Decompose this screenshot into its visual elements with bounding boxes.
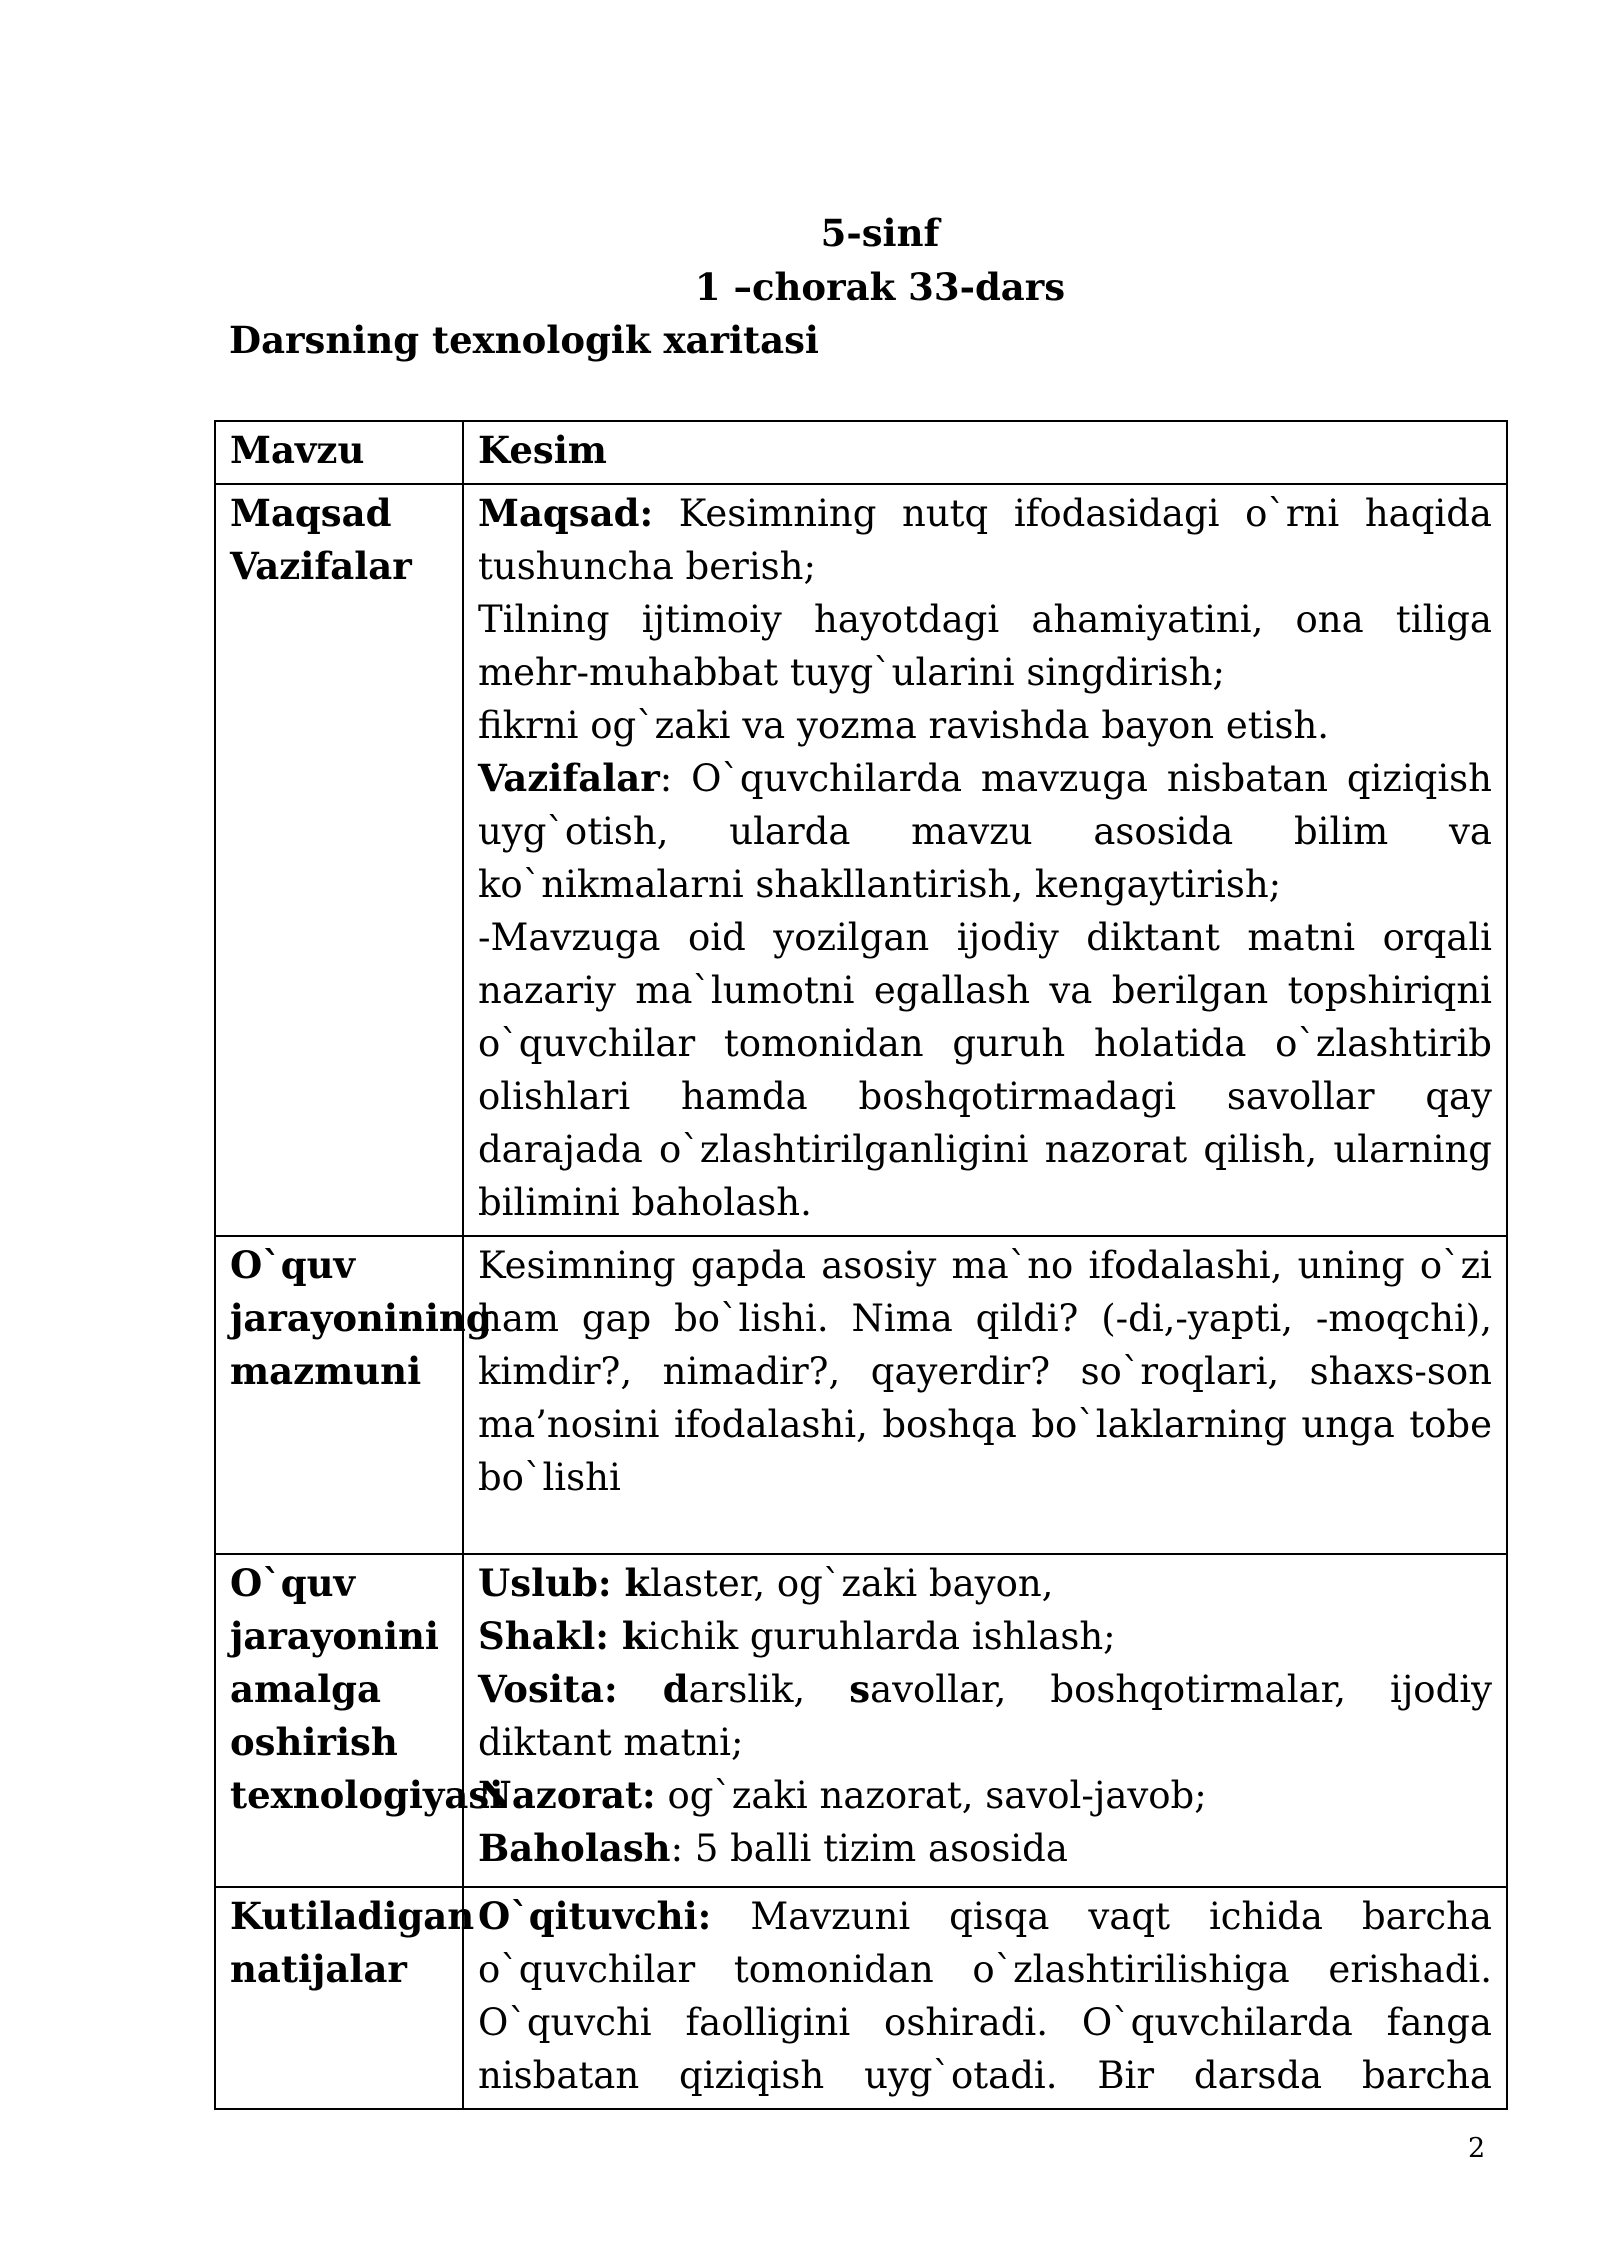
assessment-item [478,1822,1492,1875]
tools-item [478,1663,1492,1769]
teacher-text: Mavzuni qisqa vaqt ichida barcha o`quvchilar tomonidan o`zlashtirilishiga erishadi. O`quvchi faolligini oshiradi. O`quvchilarda fanga nisbatan qiziqish uyg`otadi. Bir darsda barcha [478,1895,1492,2097]
row-label-content: O`quv jarayonining mazmuni [215,1236,463,1554]
assessment-text: : 5 balli tizim asosida [670,1827,1068,1870]
tasks-paragraph-2: -Mavzuga oid yozilgan ijodiy diktant matni orqali nazariy ma`lumotni egallash va berilgan topshiriqni o`quvchilar tomonidan guruh holatida o`zlashtirib olishlari hamda boshqotirmadagi savollar qay darajada o`zlashtirilganligini nazorat qilish, ularning bilimini baholash. [478,916,1492,1224]
row-content-technology [463,1554,1507,1887]
goal-paragraph-2: Tilning ijtimoiy hayotdagi ahamiyatini, ona tiliga mehr-muhabbat tuyg`ularini singdirish; [478,598,1492,694]
control-item [478,1769,1492,1822]
form-text: ichik guruhlarda ishlash; [647,1615,1116,1658]
row-label-technology: O`quv jarayonini amalga oshirish texnologiyasi [215,1554,463,1887]
tools-text: arslik, [688,1668,850,1711]
table-row-outcomes [215,1887,1507,2109]
goal-lead: Maqsad: [478,491,654,535]
goal-paragraph [478,487,1492,593]
grade-heading: 5-sinf [820,211,940,255]
tasks-lead: Vazifalar [478,756,660,800]
control-lead: Nazorat: [478,1773,656,1817]
table-row-technology [215,1554,1507,1887]
assessment-lead: Baholash [478,1826,671,1870]
table-row-goals [215,484,1507,1236]
tasks-paragraph [478,752,1492,911]
col2-header: Kesim [463,421,1507,484]
row-content-goals [463,484,1507,1236]
row-label-goals: Maqsad Vazifalar [215,484,463,1236]
goal-text: Kesimning nutq ifodasidagi o`rni haqida tushuncha berish; [478,492,1492,588]
page-number: 2 [1468,2133,1486,2164]
control-text: og`zaki nazorat, savol-javob; [655,1774,1207,1817]
quarter-lesson-heading: 1 –chorak 33-dars [694,265,1066,309]
tasks-text: : O`quvchilarda mavzuga nisbatan qiziqish uyg`otish, ularda mavzu asosida bilim va ko`nikmalarni shakllantirish, kengaytirish; [478,757,1492,906]
col1-header: Mavzu [215,421,463,484]
tools-text-2: avollar, boshqotirmalar, ijodiy diktant matni; [478,1668,1492,1764]
row-content-content: Kesimning gapda asosiy ma`no ifodalashi, uning o`zi ham gap bo`lishi. Nima qildi? (-di,-yapti, -moqchi), kimdir?, nimadir?, qayerdir? so`roqlari, shaxs-son ma’nosini ifodalashi, boshqa bo`laklarning unga tobe bo`lishi [463,1236,1507,1554]
form-lead: Shakl: k [478,1614,648,1658]
map-title: Darsning texnologik xaritasi [229,318,819,362]
goal-paragraph-3: fikrni og`zaki va yozma ravishda bayon etish. [478,704,1330,747]
lesson-technology-map-table [214,420,1508,2110]
table-header-row [215,421,1507,484]
table-row-content [215,1236,1507,1554]
method-lead: Uslub: k [478,1561,651,1605]
teacher-lead: O`qituvchi: [478,1894,712,1938]
row-label-outcomes: Kutiladigan natijalar [215,1887,463,2109]
tools-lead: Vosita: d [478,1667,689,1711]
form-item [478,1610,1492,1663]
method-text: laster, og`zaki bayon, [650,1562,1054,1605]
tools-lead-2: s [849,1667,871,1711]
method-item [478,1557,1492,1610]
row-content-outcomes [463,1887,1507,2109]
